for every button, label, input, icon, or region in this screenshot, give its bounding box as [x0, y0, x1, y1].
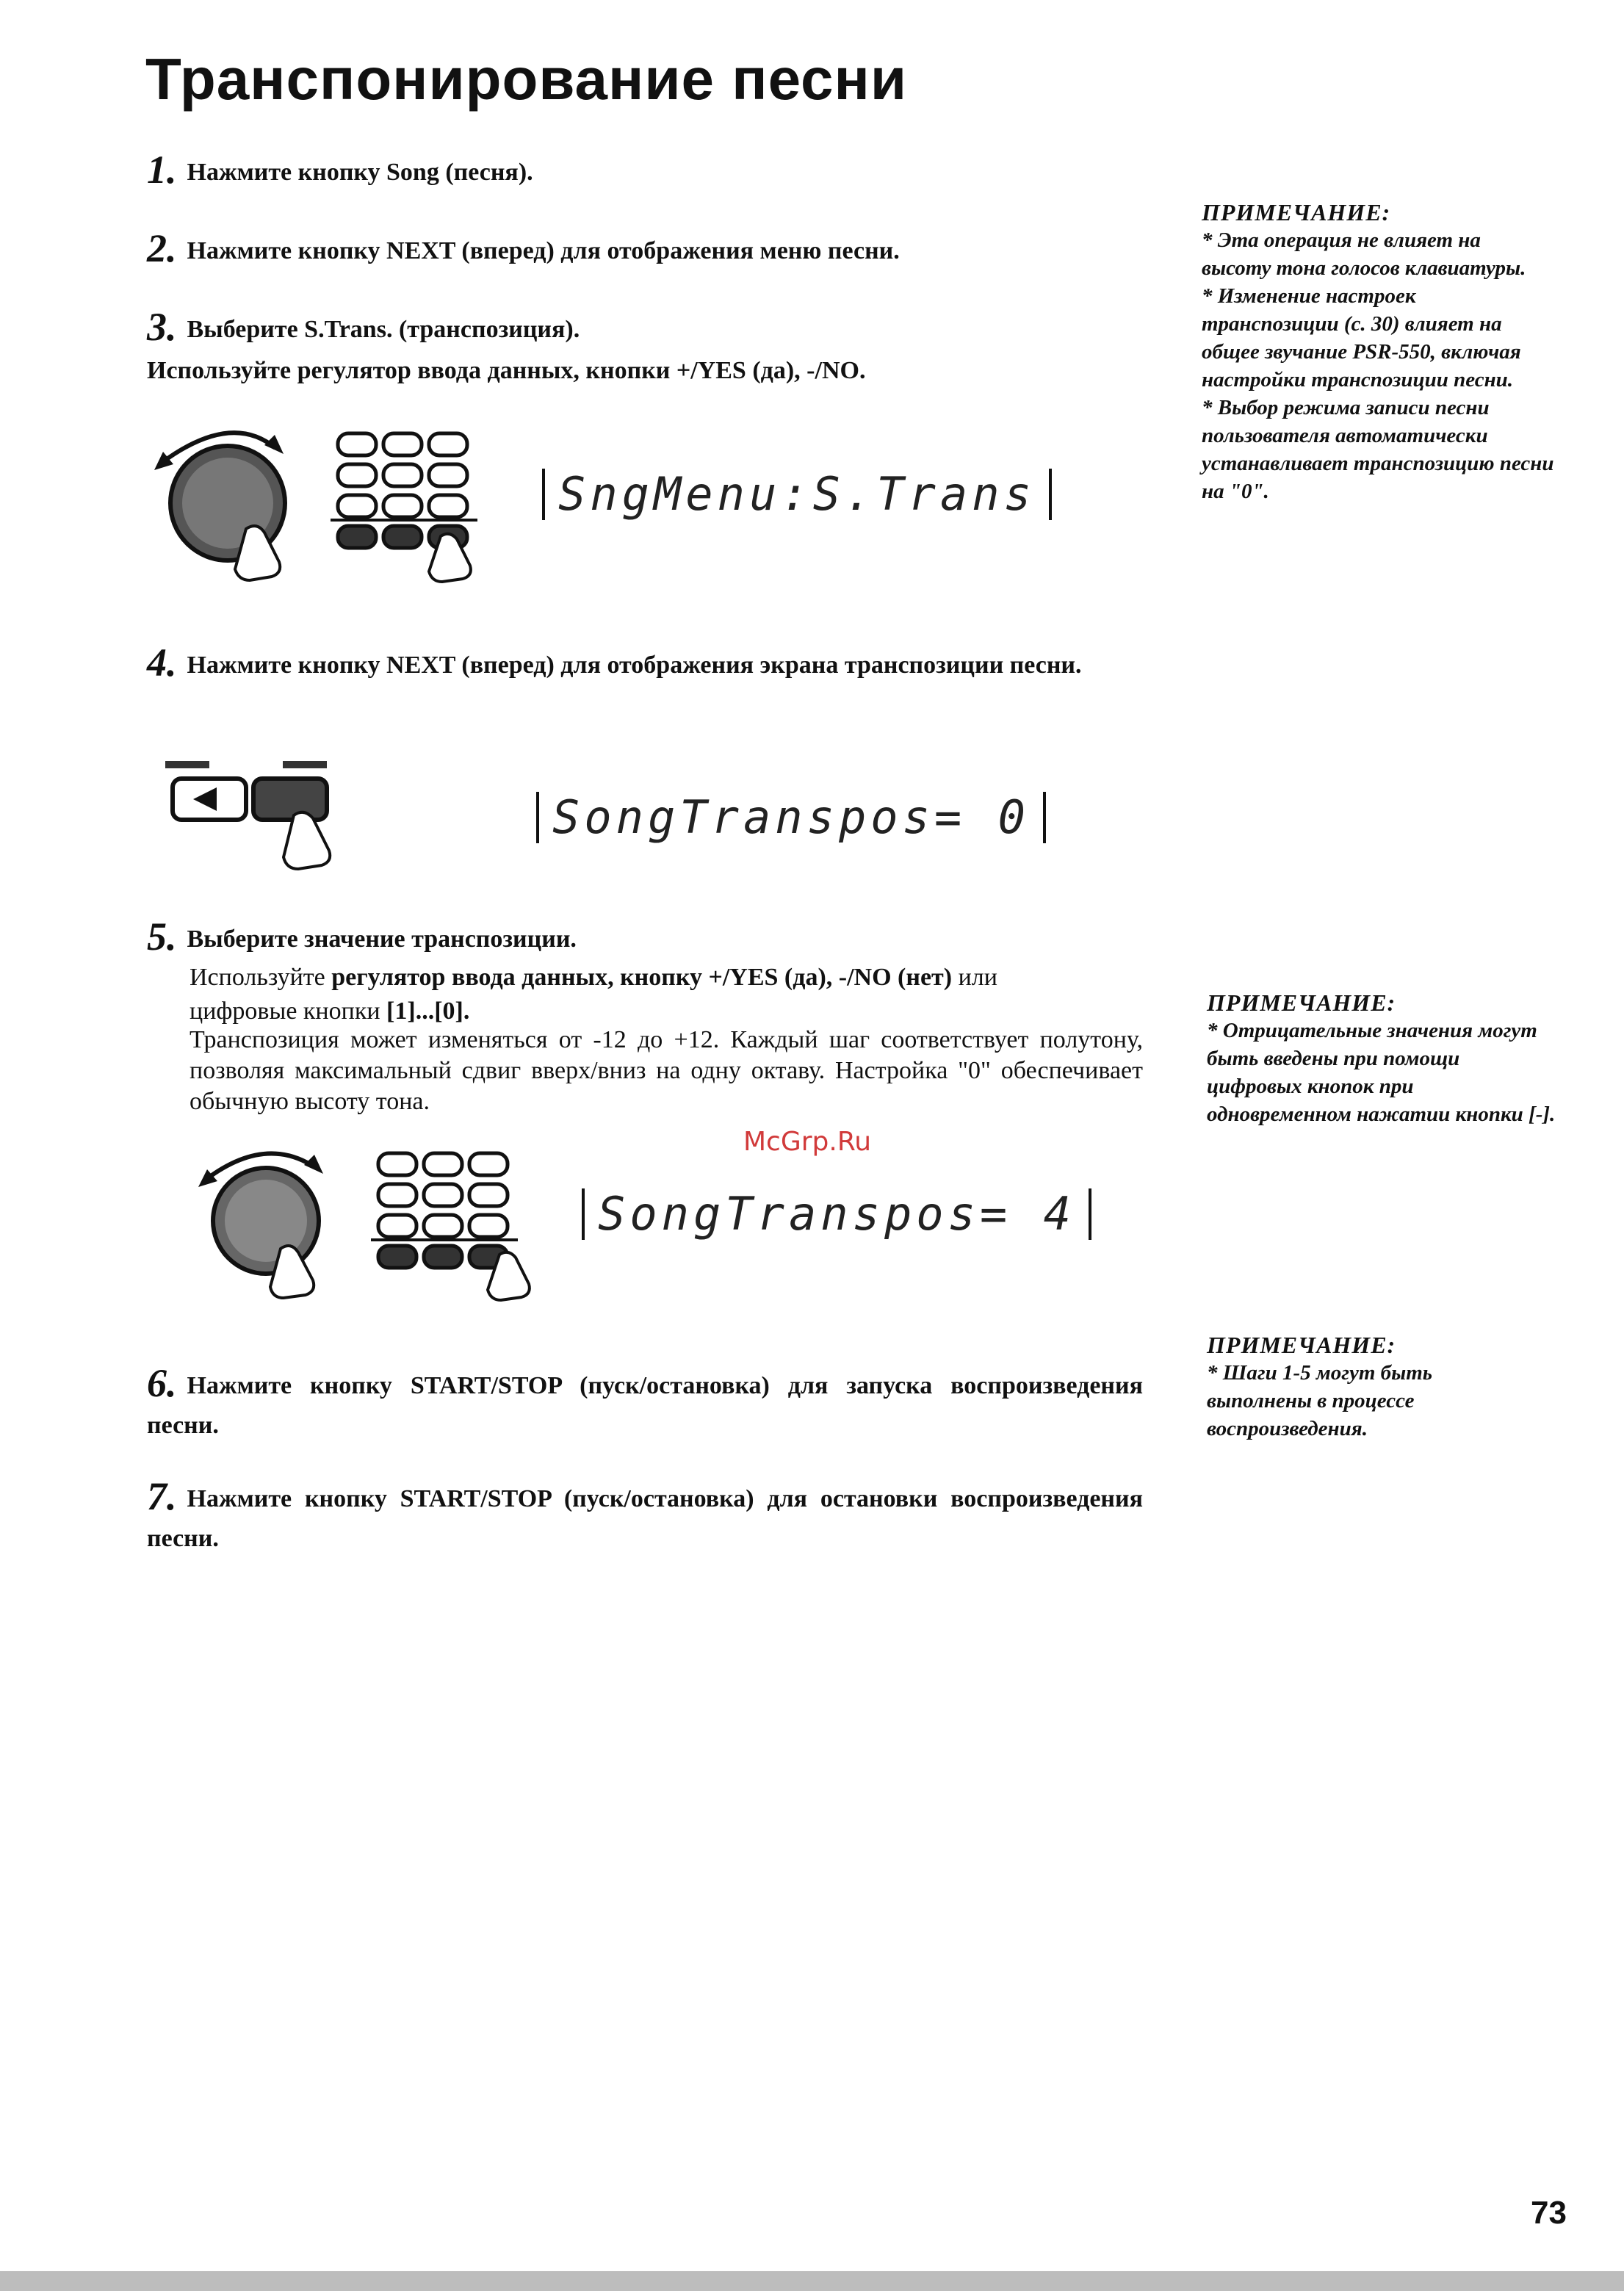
data-dial-icon — [192, 1139, 339, 1293]
step-5-subtext-1: Используйте регулятор ввода данных, кнопку +/YES (да), -/NO (нет) или — [190, 964, 997, 991]
step-1 — [147, 148, 533, 194]
note-2 — [1207, 989, 1559, 1128]
step-number: 4. — [147, 641, 177, 685]
note-bullet: * Выбор режима записи песни пользователя автоматически устанавливает транспозицию песни на "0". — [1202, 396, 1554, 503]
step-number: 6. — [147, 1361, 177, 1405]
page-title: Транспонирование песни — [145, 46, 907, 112]
note-bullet: * Шаги 1-5 могут быть выполнены в процессе воспроизведения. — [1207, 1361, 1433, 1440]
step-text: Нажмите кнопку NEXT (вперед) для отображения меню песни. — [187, 237, 900, 264]
note-bullet: * Изменение настроек транспозиции (с. 30) влияет на общее звучание PSR-550, включая настройки транспозиции песни. — [1202, 284, 1521, 392]
step-3 — [147, 305, 580, 351]
numeric-keypad-icon — [371, 1146, 547, 1300]
step-5-paragraph: Транспозиция может изменяться от -12 до +12. Каждый шаг соответствует полутону, позволяя максимальный сдвиг вверх/вниз на одну октаву. Настройка "0" обеспечивает обычную высоту тона. — [190, 1026, 1143, 1115]
step-text: Выберите S.Trans. (транспозиция). — [187, 316, 580, 343]
step-2 — [147, 226, 900, 273]
step-7 — [147, 1474, 1143, 1560]
next-back-buttons-icon — [165, 757, 356, 867]
step-text: Нажмите кнопку NEXT (вперед) для отображения экрана транспозиции песни. — [187, 652, 1082, 679]
note-heading: ПРИМЕЧАНИЕ: — [1207, 989, 1396, 1016]
step-5-subtext-2: цифровые кнопки [1]...[0]. — [190, 997, 470, 1025]
note-heading: ПРИМЕЧАНИЕ: — [1207, 1332, 1396, 1358]
step-5 — [147, 914, 577, 961]
watermark: McGrp.Ru — [743, 1127, 872, 1157]
bottom-edge — [0, 2271, 1624, 2291]
note-heading: ПРИМЕЧАНИЕ: — [1202, 199, 1391, 226]
note-bullet: * Отрицательные значения могут быть введены при помощи цифровых кнопок при одновременном нажатии кнопки [-]. — [1207, 1019, 1556, 1126]
page-number: 73 — [1531, 2195, 1567, 2231]
lcd-display-transpose-four: SongTranspos= 4 — [582, 1188, 1091, 1240]
step-6 — [147, 1361, 1143, 1447]
step-number: 1. — [147, 148, 177, 192]
note-bullet: * Эта операция не влияет на высоту тона голосов клавиатуры. — [1202, 228, 1526, 280]
step-3-subtext: Используйте регулятор ввода данных, кнопки +/YES (да), -/NO. — [147, 357, 866, 384]
step-text: Нажмите кнопку START/STOP (пуск/остановка) для запуска воспроизведения песни. — [147, 1372, 1143, 1439]
step-number: 2. — [147, 226, 177, 270]
note-1 — [1202, 198, 1554, 505]
step-text: Нажмите кнопку Song (песня). — [187, 159, 533, 186]
numeric-keypad-icon — [331, 426, 507, 580]
step-number: 5. — [147, 914, 177, 959]
lcd-display-transpose-zero: SongTranspos= 0 — [536, 792, 1046, 843]
step-text: Нажмите кнопку START/STOP (пуск/остановка) для остановки воспроизведения песни. — [147, 1485, 1143, 1552]
note-3 — [1207, 1331, 1530, 1443]
step-number: 7. — [147, 1474, 177, 1518]
step-number: 3. — [147, 305, 177, 349]
step-4 — [147, 641, 1143, 687]
step-text: Выберите значение транспозиции. — [187, 926, 577, 953]
data-dial-icon — [147, 419, 316, 580]
lcd-display-menu: SngMenu:S.Trans — [542, 469, 1052, 520]
